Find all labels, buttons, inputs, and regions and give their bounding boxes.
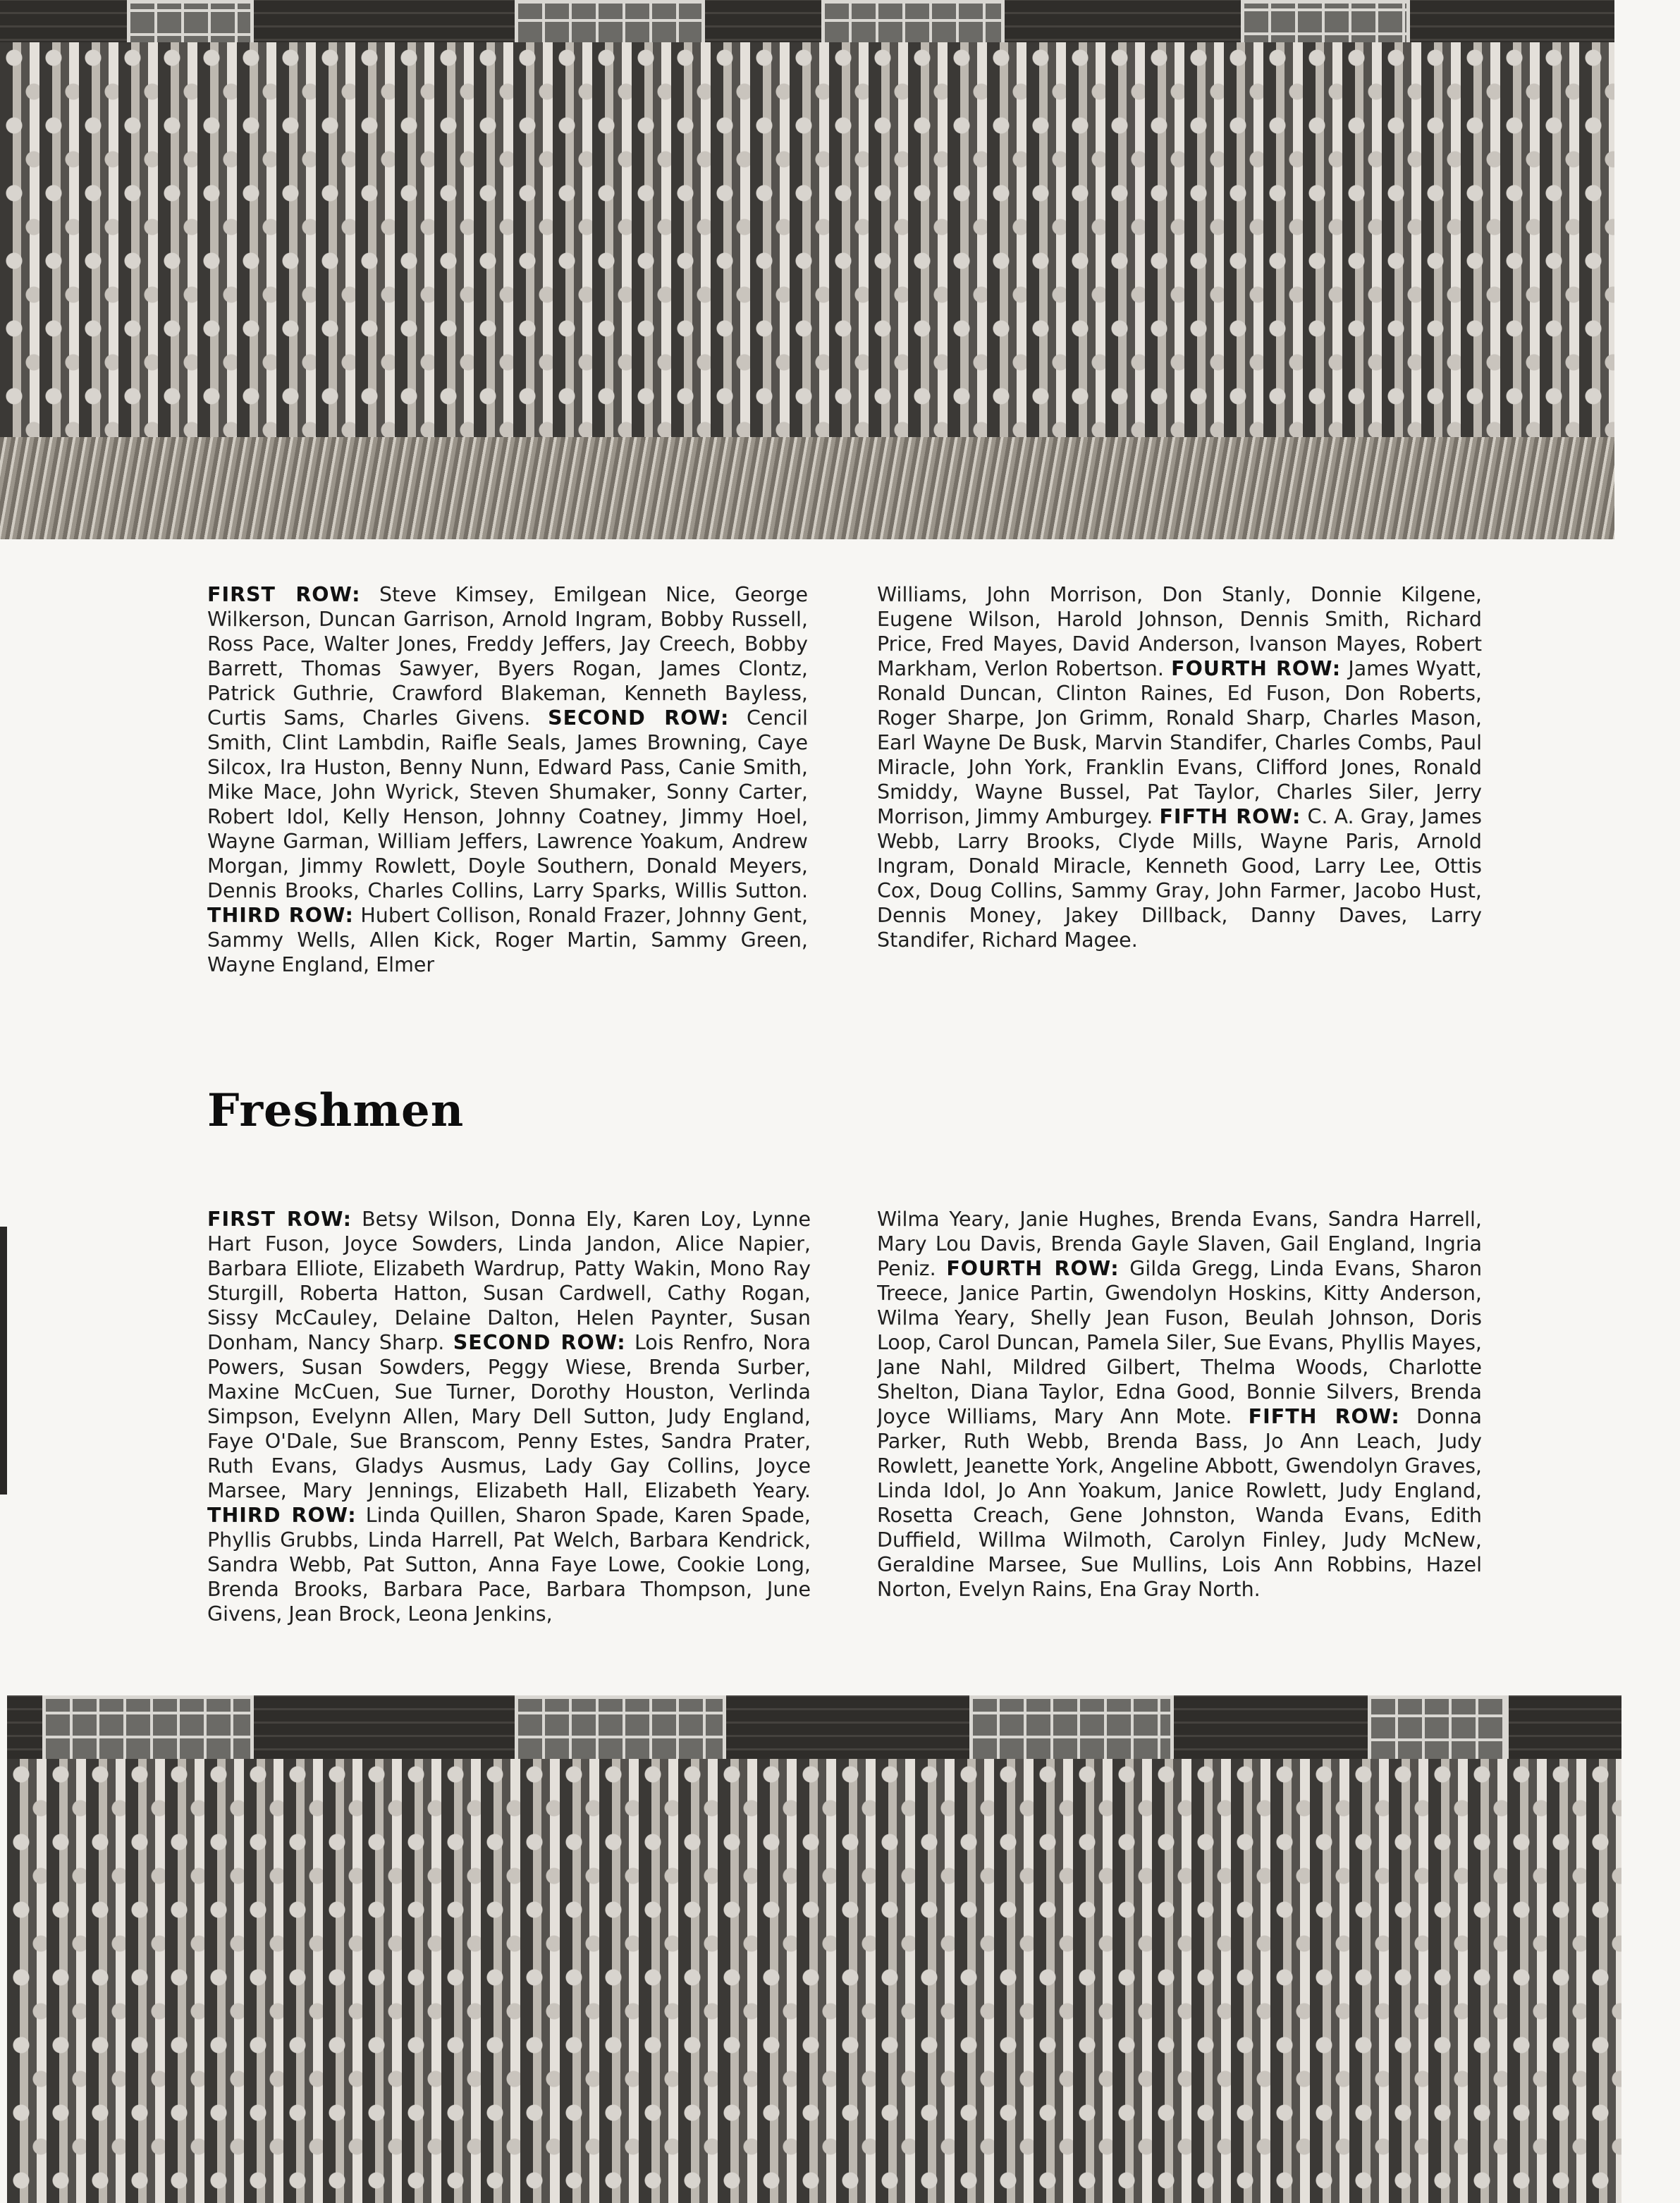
- scan-edge: [0, 1227, 7, 1495]
- row-label: FIRST ROW:: [207, 583, 361, 606]
- row-names: Linda Quillen, Sharon Spade, Karen Spade, Phyllis Grubbs, Linda Harrell, Pat Welch, Barbara Kendrick, Sandra Webb, Pat Sutton, Anna Faye Lowe, Cookie Long, Brenda Brooks, Barbara Pace, Barbara Thompson, June Givens, Jean Brock, Leona Jenkins,: [207, 1504, 811, 1626]
- caption-upper-right: [877, 582, 1482, 984]
- row-label: FIFTH ROW:: [1159, 805, 1301, 828]
- row-label: SECOND ROW:: [453, 1331, 626, 1354]
- lawn: [0, 437, 1614, 539]
- caption-lower-left: [207, 1207, 811, 1658]
- row-names: Hubert Collison, Ronald Frazer, Johnny Gent, Sammy Wells, Allen Kick, Roger Martin, Sammy Green, Wayne England, Elmer: [207, 904, 808, 976]
- row-names: Wilma Yeary, Janie Hughes, Brenda Evans, Sandra Harrell, Mary Lou Davis, Brenda Gayle Slaven, Gail England, Ingria Peniz.: [877, 1208, 1482, 1280]
- class-photo-boys: [0, 0, 1614, 539]
- row-names: Williams, John Morrison, Don Stanly, Donnie Kilgene, Eugene Wilson, Harold Johnson, Dennis Smith, Richard Price, Fred Mayes, David Anderson, Ivanson Mayes, Robert Markham, Verlon Robertson.: [877, 583, 1482, 680]
- row-names: C. A. Gray, James Webb, Larry Brooks, Clyde Mills, Wayne Paris, Arnold Ingram, Donald Miracle, Kenneth Good, Larry Lee, Ottis Cox, Doug Collins, Sammy Gray, John Farmer, Jacobo Hust, Dennis Money, Jakey Dillback, Danny Daves, Larry Standifer, Richard Magee.: [877, 805, 1482, 952]
- row-label: THIRD ROW:: [207, 1504, 357, 1527]
- building-window: [1368, 1695, 1509, 1766]
- row-label: SECOND ROW:: [548, 706, 730, 730]
- row-names: James Wyatt, Ronald Duncan, Clinton Raines, Ed Fuson, Don Roberts, Roger Sharpe, Jon Grimm, Ronald Sharp, Charles Mason, Earl Wayne De Busk, Marvin Standifer, Charles Combs, Paul Miracle, John York, Franklin Evans, Clifford Jones, Ronald Smiddy, Wayne Bussel, Pat Taylor, Charles Siler, Jerry Morrison, Jimmy Amburgey.: [877, 657, 1482, 828]
- row-names: Donna Parker, Ruth Webb, Brenda Bass, Jo Ann Leach, Judy Rowlett, Jeanette York, Angeline Abbott, Gwendolyn Graves, Linda Idol, Jo Ann Yoakum, Janice Rowlett, Judy England, Rosetta Creach, Gene Johnston, Wanda Evans, Edith Duffield, Willma Wilmoth, Carolyn Finley, Judy McNew, Geraldine Marsee, Sue Mullins, Lois Ann Robbins, Hazel Norton, Evelyn Rains, Ena Gray North.: [877, 1405, 1482, 1601]
- row-label: FOURTH ROW:: [946, 1257, 1120, 1280]
- row-names: Cencil Smith, Clint Lambdin, Raifle Seals, James Browning, Caye Silcox, Ira Huston, Benny Nunn, Edward Pass, Canie Smith, Mike Mace, John Wyrick, Steven Shumaker, Sonny Carter, Robert Idol, Kelly Henson, Johnny Coatney, Jimmy Hoel, Wayne Garman, William Jeffers, Lawrence Yoakum, Andrew Morgan, Jimmy Rowlett, Doyle Southern, Donald Meyers, Dennis Brooks, Charles Collins, Larry Sparks, Willis Sutton.: [207, 706, 808, 902]
- row-names: Gilda Gregg, Linda Evans, Sharon Treece, Janice Partin, Gwendolyn Hoskins, Kitty Anderson, Wilma Yeary, Shelly Jean Fuson, Beulah Johnson, Doris Loop, Carol Duncan, Pamela Siler, Sue Evans, Phyllis Mayes, Jane Nahl, Mildred Gilbert, Thelma Woods, Charlotte Shelton, Diana Taylor, Edna Good, Bonnie Silvers, Brenda Joyce Williams, Mary Ann Mote.: [877, 1257, 1482, 1428]
- row-label: THIRD ROW:: [207, 904, 354, 927]
- student-group: [0, 42, 1614, 437]
- row-names: Lois Renfro, Nora Powers, Susan Sowders, Peggy Wiese, Brenda Surber, Maxine McCuen, Sue Turner, Dorothy Houston, Verlinda Simpson, Evelynn Allen, Mary Dell Sutton, Judy England, Faye O'Dale, Sue Branscom, Penny Estes, Sandra Prater, Ruth Evans, Gladys Ausmus, Lady Gay Collins, Joyce Marsee, Mary Jennings, Elizabeth Hall, Elizabeth Yeary.: [207, 1331, 811, 1502]
- row-label: FOURTH ROW:: [1171, 657, 1342, 680]
- row-names: Betsy Wilson, Donna Ely, Karen Loy, Lynne Hart Fuson, Joyce Sowders, Linda Jandon, Alice Napier, Barbara Elliote, Elizabeth Wardrup, Patty Wakin, Mono Ray Sturgill, Roberta Hatton, Susan Cardwell, Cathy Rogan, Sissy McCauley, Delaine Dalton, Helen Paynter, Susan Donham, Nancy Sharp.: [207, 1208, 811, 1354]
- row-label: FIFTH ROW:: [1248, 1405, 1400, 1428]
- row-label: FIRST ROW:: [207, 1208, 352, 1231]
- caption-lower-right: [877, 1207, 1482, 1658]
- row-names: Steve Kimsey, Emilgean Nice, George Wilkerson, Duncan Garrison, Arnold Ingram, Bobby Russell, Ross Pace, Walter Jones, Freddy Jeffers, Jay Creech, Bobby Barrett, Thomas Sawyer, Byers Rogan, James Clontz, Patrick Guthrie, Crawford Blakeman, Kenneth Bayless, Curtis Sams, Charles Givens.: [207, 583, 808, 730]
- student-group: [7, 1759, 1621, 2203]
- section-heading: Freshmen: [207, 1084, 465, 1137]
- caption-upper-left: [207, 582, 808, 1005]
- class-photo-girls: [7, 1695, 1621, 2203]
